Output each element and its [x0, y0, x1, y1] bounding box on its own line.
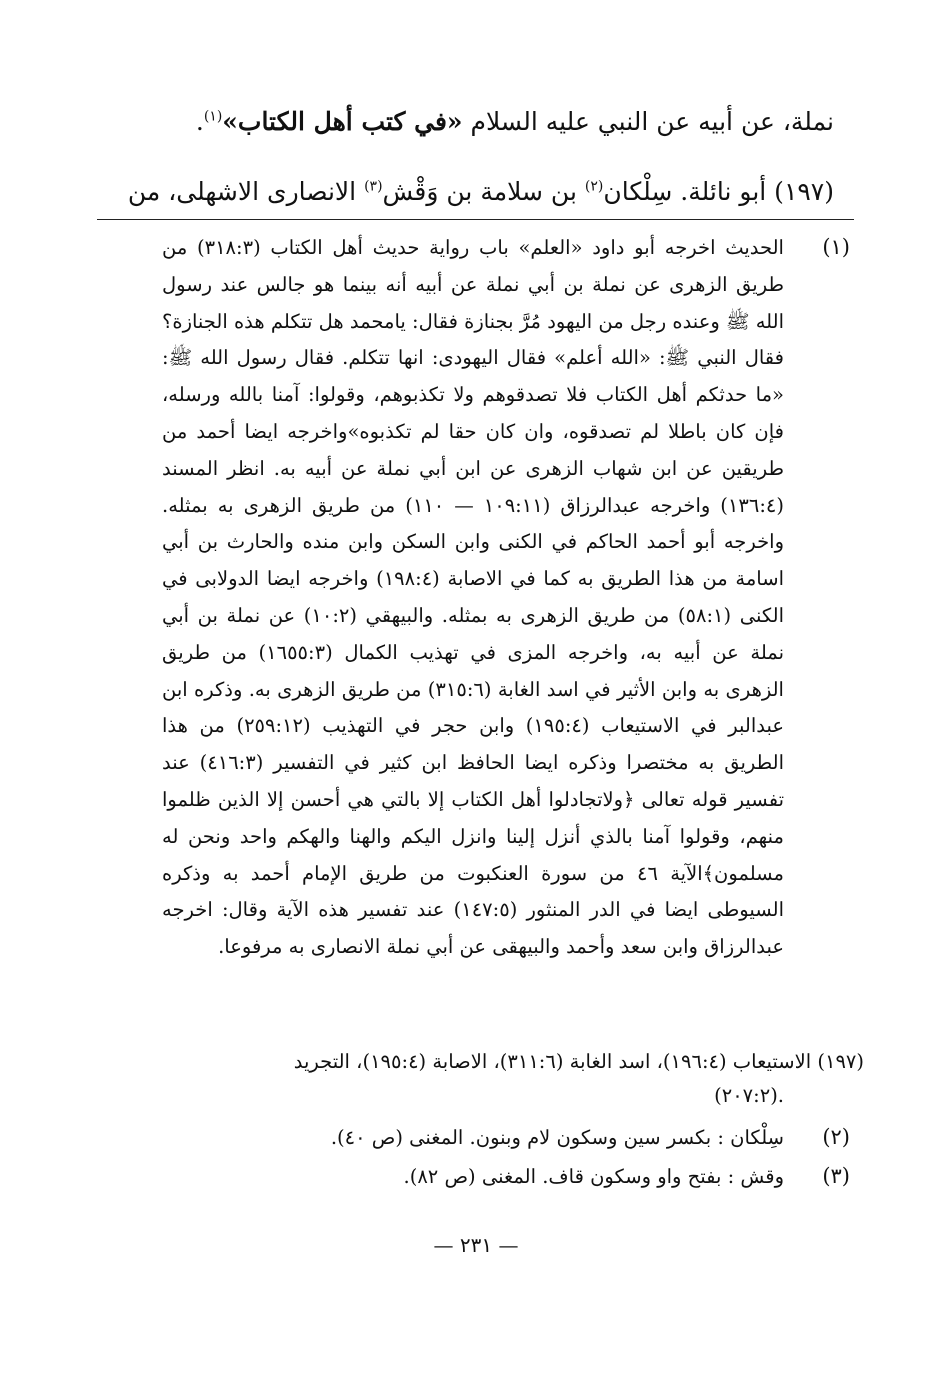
footnote-ref-1: (١): [203, 108, 223, 125]
line2-part-a: (١٩٧) أبو نائلة. سِلْكان: [603, 177, 834, 206]
footnote-2-text: سِلْكان : بكسر سين وسكون لام وبنون. المغنى (ص ٤٠).: [330, 1126, 784, 1149]
footnote-197-line-1: (١٩٧) الاستيعاب (١٩٦:٤)، اسد الغابة (٣١١:٦)، الاصابة (١٩٥:٤)، التجريد: [293, 1050, 864, 1073]
footnote-2-number: (٢): [822, 1125, 850, 1149]
line2-part-c: الانصارى الاشهلى، من: [127, 177, 365, 206]
footnote-ref-3: (٣): [364, 178, 383, 195]
footnote-ref-2: (٢): [584, 178, 604, 195]
footnote-197: [162, 1045, 864, 1113]
line1-text: نملة، عن أبيه عن النبي عليه السلام: [470, 107, 834, 136]
page-number: — ٢٣١ —: [433, 1233, 519, 1257]
line1-quote: «في كتب أهل الكتاب»: [222, 107, 463, 136]
footnote-3-number: (٣): [822, 1164, 850, 1188]
main-text-line-2: [114, 172, 834, 212]
footnote-1-number: (١): [822, 235, 850, 259]
footnote-3-text: وقش : بفتح واو وسكون قاف. المغنى (ص ٨٢).: [403, 1165, 784, 1188]
main-text-line-1: [114, 102, 834, 142]
line2-part-b: بن سلامة بن وَقْش: [382, 177, 585, 206]
line1-end: .: [195, 107, 204, 136]
footnote-197-line-2: .(٢٠٧:٢): [714, 1084, 784, 1107]
footnote-1-text: الحديث اخرجه أبو داود «العلم» باب رواية حديث أهل الكتاب (٣١٨:٣) من طريق الزهرى عن نملة بن أبي نملة عن أبيه أنه بينما هو جالس عند رسول الله ﷺ وعنده رجل من اليهود مُرَّ بجنازة فقال: يامحمد هل تتكلم هذه الجنازة؟ فقال النبي ﷺ: «الله أعلم» فقال اليهودى: انها تتكلم. فقال رسول الله ﷺ: «ما حدثكم أهل الكتاب فلا تصدقوهم ولا تكذبوهم، وقولوا: آمنا بالله ورسله، فإن كان باطلا لم تصدقوه، وان كان حقا لم تكذبوه»واخرجه ايضا أحمد من طريقين عن ابن شهاب الزهرى عن ابن أبي نملة عن أبيه به. انظر المسند (١٣٦:٤) واخرجه عبدالرزاق (١٠٩:١١ — ١١٠) من طريق الزهرى به بمثله. واخرجه أبو أحمد الحاكم في الكنى وابن السكن وابن منده والحارث بن أبي اسامة من هذا الطريق به كما في الاصابة (١٩٨:٤) واخرجه ايضا الدولابى في الكنى (٥٨:١) من طريق الزهرى به بمثله. والبيهقي (١٠:٢) عن نملة بن أبي نملة عن أبيه به، واخرجه المزى في تهذيب الكمال (١٦٥٥:٣) من طريق الزهرى به وابن الأثير في اسد الغابة (٣١٥:٦) من طريق الزهرى به. وذكره ابن عبدالبر في الاستيعاب (١٩٥:٤) وابن حجر في التهذيب (٢٥٩:١٢) من هذا الطريق به مختصرا وذكره ايضا الحافظ ابن كثير في التفسير (٤١٦:٣) عند تفسير قوله تعالى ﴿ولاتجادلوا أهل الكتاب إلا بالتي هي أحسن إلا الذين ظلموا منهم، وقولوا آمنا بالذي أنزل إلينا وانزل اليكم والهنا والهكم واحد ونحن له مسلمون﴾الآية ٤٦ من سورة العنكبوت من طريق الإمام أحمد به وذكره السيوطى ايضا في الدر المنثور (١٤٧:٥) عند تفسير هذه الآية وقال: اخرجه عبدالرزاق وابن سعد وأحمد والبيهقى عن أبي نملة الانصارى به مرفوعا.: [162, 236, 785, 959]
footnote-separator: [97, 219, 854, 220]
